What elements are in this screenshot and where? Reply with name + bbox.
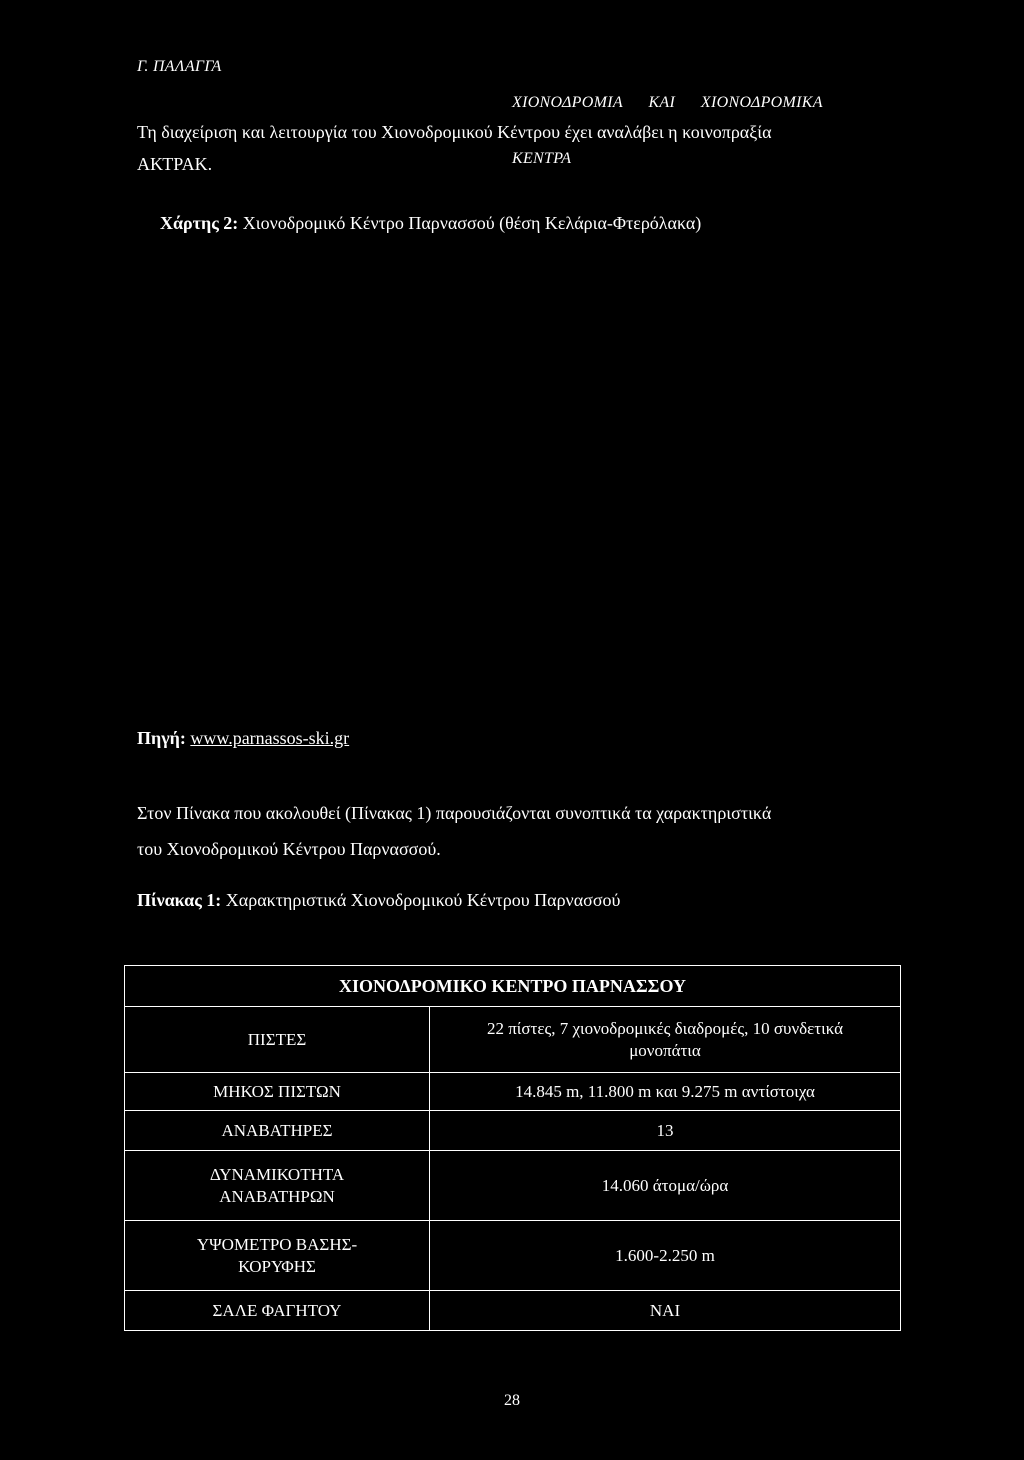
row-label-restaurant: ΣΑΛΕ ΦΑΓΗΤΟΥ <box>125 1291 430 1331</box>
row-label-altitude <box>125 1221 430 1291</box>
intro-line-2: ΑΚΤΡΑΚ. <box>137 154 213 174</box>
table-title: ΧΙΟΝΟΔΡΟΜΙΚΟ ΚΕΝΤΡΟ ΠΑΡΝΑΣΣΟΥ <box>125 966 901 1007</box>
map-caption-label: Χάρτης 2: <box>160 213 239 233</box>
table-row <box>125 1111 901 1151</box>
row-label-lift-capacity <box>125 1151 430 1221</box>
table-caption-label: Πίνακας 1: <box>137 890 222 910</box>
intro-paragraph <box>137 114 897 182</box>
table-caption-text: Χαρακτηριστικά Χιονοδρομικού Κέντρου Παρνασσού <box>221 890 621 910</box>
map-caption-text: Χιονοδρομικό Κέντρο Παρνασσού (θέση Κελάρια-Φτερόλακα) <box>238 213 702 233</box>
running-header-title-line1: ΧΙΟΝΟΔΡΟΜΙΑ ΚΑΙ ΧΙΟΝΟΔΡΟΜΙΚΑ <box>512 94 823 111</box>
map-image <box>135 260 895 710</box>
running-header-title-line2: ΚΕΝΤΡΑ <box>512 150 572 167</box>
row-value-lift-capacity: 14.060 άτομα/ώρα <box>430 1151 901 1221</box>
row-value-slopes-line1: 22 πίστες, 7 χιονοδρομικές διαδρομές, 10 συνδετικά <box>486 1018 844 1038</box>
row-label-slopes: ΠΙΣΤΕΣ <box>125 1007 430 1073</box>
table-row <box>125 1291 901 1331</box>
row-value-restaurant: ΝΑΙ <box>430 1291 901 1331</box>
row-value-altitude: 1.600-2.250 m <box>430 1221 901 1291</box>
intro-line-1: Τη διαχείριση και λειτουργία του Χιονοδρομικού Κέντρου έχει αναλάβει η κοινοπραξία <box>137 122 772 142</box>
table-row <box>125 1073 901 1111</box>
table-row <box>125 1221 901 1291</box>
row-value-slope-length: 14.845 m, 11.800 m και 9.275 m αντίστοιχα <box>430 1073 901 1111</box>
map-caption <box>160 205 701 241</box>
ski-center-table <box>124 965 901 1331</box>
row-value-slopes-line2: μονοπάτια <box>629 1040 701 1060</box>
running-header-author: Γ. ΠΑΛΑΓΓΑ <box>137 58 222 75</box>
row-label-lift-capacity-line1: ΔΥΝΑΜΙΚΟΤΗΤΑ <box>209 1164 345 1184</box>
page-number: 28 <box>504 1392 520 1409</box>
row-label-lifts: ΑΝΑΒΑΤΗΡΕΣ <box>125 1111 430 1151</box>
row-label-slope-length: ΜΗΚΟΣ ΠΙΣΤΩΝ <box>125 1073 430 1111</box>
table-row <box>125 1151 901 1221</box>
row-value-lifts: 13 <box>430 1111 901 1151</box>
source-link[interactable]: www.parnassos-ski.gr <box>190 728 350 748</box>
table-header-row <box>125 966 901 1007</box>
source-label: Πηγή: <box>137 728 186 748</box>
table-caption <box>137 882 620 918</box>
row-value-slopes <box>430 1007 901 1073</box>
table-intro-paragraph <box>137 795 907 867</box>
table-intro-line-1: Στον Πίνακα που ακολουθεί (Πίνακας 1) παρουσιάζονται συνοπτικά τα χαρακτηριστικά <box>137 803 772 823</box>
row-label-altitude-line1: ΥΨΟΜΕΤΡΟ ΒΑΣΗΣ- <box>196 1234 358 1254</box>
row-label-altitude-line2: ΚΟΡΥΦΗΣ <box>238 1256 316 1276</box>
source-line <box>137 720 349 756</box>
table-intro-line-2: του Χιονοδρομικού Κέντρου Παρνασσού. <box>137 839 441 859</box>
table-row <box>125 1007 901 1073</box>
row-label-lift-capacity-line2: ΑΝΑΒΑΤΗΡΩΝ <box>219 1186 335 1206</box>
